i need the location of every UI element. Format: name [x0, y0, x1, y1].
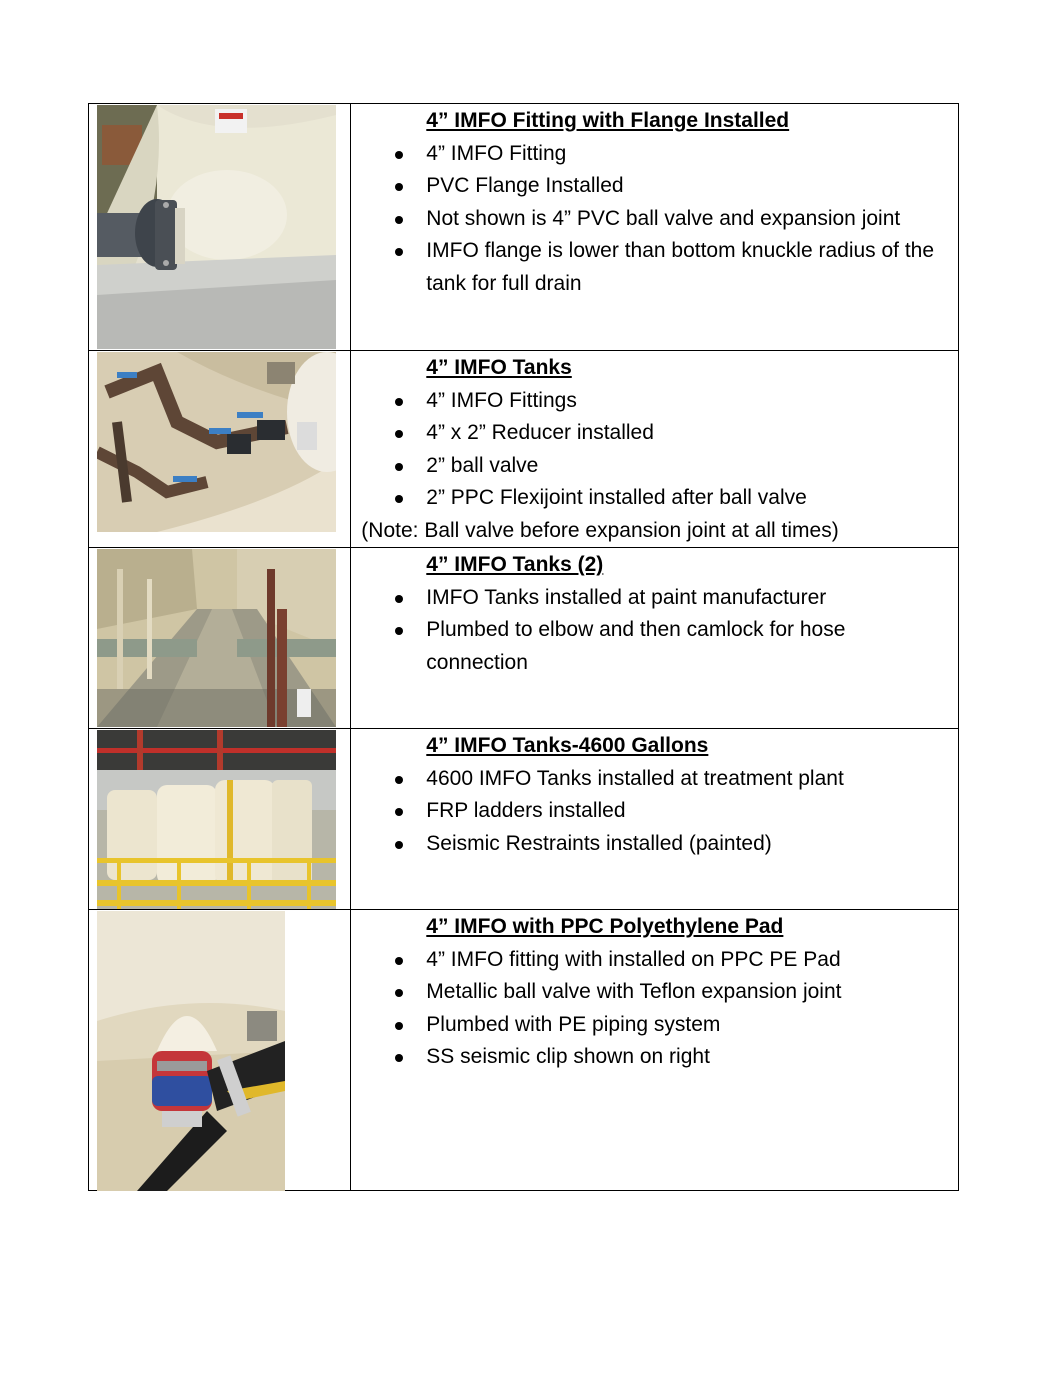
list-item: Metallic ball valve with Teflon expansion joint	[351, 976, 958, 1009]
list-item: 4” IMFO fitting with installed on PPC PE Pad	[351, 944, 958, 977]
photo-cell	[89, 104, 351, 351]
list-item: Plumbed with PE piping system	[351, 1009, 958, 1042]
bullet-list	[351, 582, 958, 680]
description-cell	[351, 104, 959, 351]
photo-4600-gallon-tanks	[97, 730, 336, 909]
list-item: SS seismic clip shown on right	[351, 1041, 958, 1074]
list-item: 2” PPC Flexijoint installed after ball valve	[351, 482, 958, 515]
photo-imfo-tanks-paint-plant	[97, 549, 336, 727]
photo-imfo-tanks-piping	[97, 352, 336, 532]
list-item: PVC Flange Installed	[351, 170, 958, 203]
list-item: Seismic Restraints installed (painted)	[351, 828, 958, 861]
bullet-list	[351, 385, 958, 515]
list-item: 2” ball valve	[351, 450, 958, 483]
description-cell	[351, 351, 959, 548]
row-title: 4” IMFO Tanks-4600 Gallons	[426, 734, 709, 757]
photo-imfo-fitting-flange	[97, 105, 336, 349]
row-title: 4” IMFO Tanks	[426, 356, 572, 379]
table-row	[89, 548, 959, 729]
bullet-list	[351, 944, 958, 1074]
list-item: 4” IMFO Fittings	[351, 385, 958, 418]
photo-cell	[89, 548, 351, 729]
row-title: 4” IMFO with PPC Polyethylene Pad	[426, 915, 784, 938]
list-item: IMFO Tanks installed at paint manufacturer	[351, 582, 958, 615]
list-item: 4” x 2” Reducer installed	[351, 417, 958, 450]
list-item: IMFO flange is lower than bottom knuckle radius of the tank for full drain	[351, 235, 958, 300]
table-row	[89, 104, 959, 351]
list-item: 4” IMFO Fitting	[351, 138, 958, 171]
photo-imfo-pe-pad	[97, 911, 285, 1191]
photo-cell	[89, 729, 351, 910]
note-text: (Note: Ball valve before expansion joint at all times)	[361, 518, 839, 542]
description-cell	[351, 548, 959, 729]
list-item: Not shown is 4” PVC ball valve and expansion joint	[351, 203, 958, 236]
table-row	[89, 351, 959, 548]
bullet-list	[351, 763, 958, 861]
bullet-list	[351, 138, 958, 301]
row-title: 4” IMFO Tanks (2)	[426, 553, 604, 576]
row-title: 4” IMFO Fitting with Flange Installed	[426, 109, 790, 132]
photo-cell	[89, 910, 351, 1191]
table-row	[89, 910, 959, 1191]
table-row	[89, 729, 959, 910]
description-cell	[351, 910, 959, 1191]
list-item: FRP ladders installed	[351, 795, 958, 828]
description-cell	[351, 729, 959, 910]
fittings-table	[88, 103, 959, 1191]
photo-cell	[89, 351, 351, 548]
list-item: 4600 IMFO Tanks installed at treatment plant	[351, 763, 958, 796]
list-item: Plumbed to elbow and then camlock for hose connection	[351, 614, 958, 679]
